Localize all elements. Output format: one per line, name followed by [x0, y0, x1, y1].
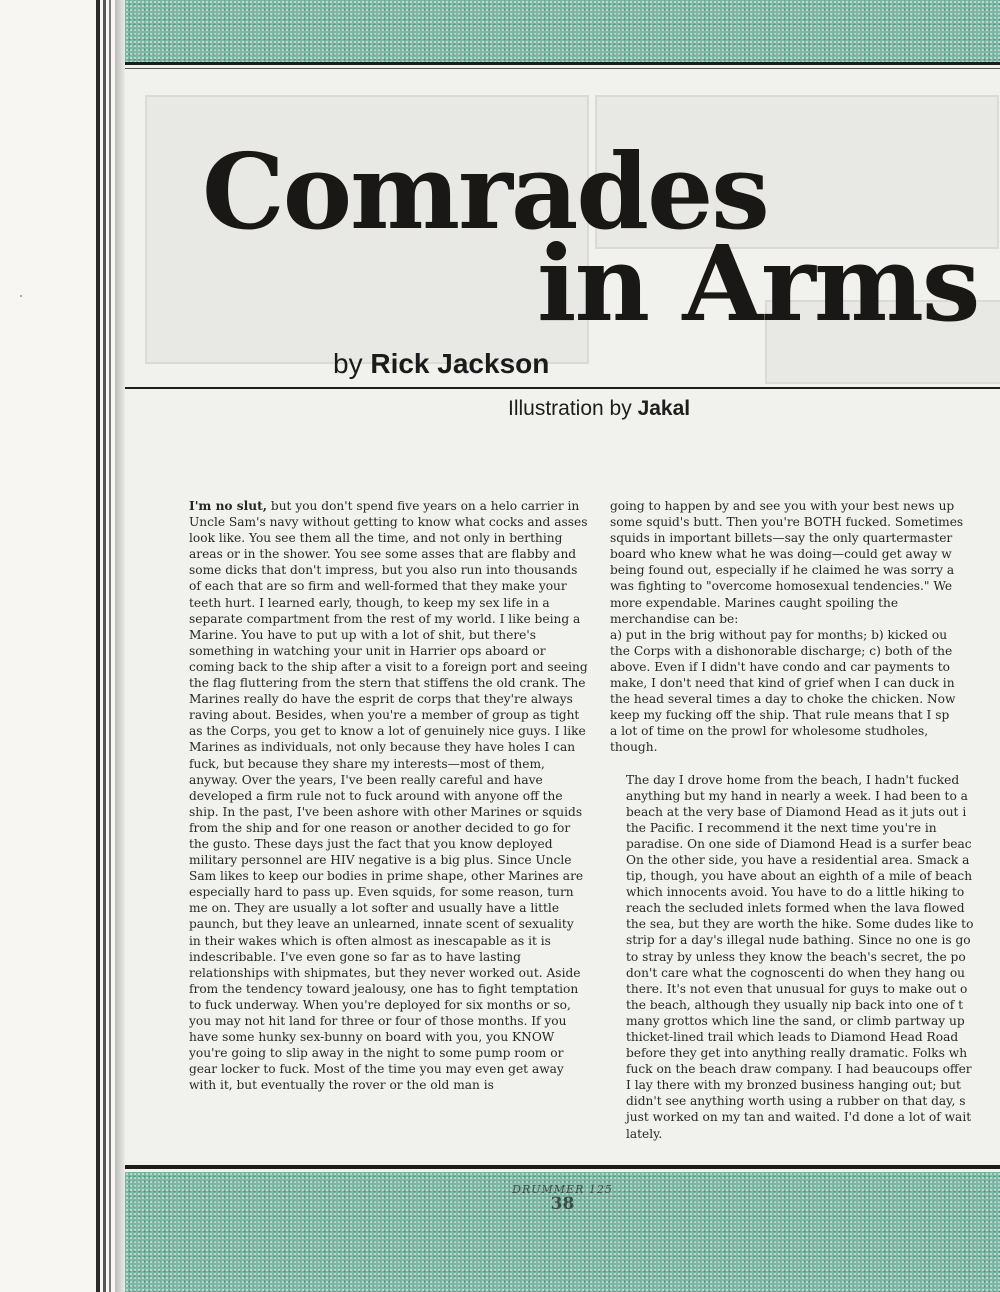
- article-paragraph: [610, 772, 1000, 1142]
- text-line: merchandise can be:: [610, 611, 739, 626]
- text-line: many grottos which line the sand, or climb partway up: [626, 1013, 965, 1028]
- text-line: a) put in the brig without pay for months; b) kicked ou: [610, 627, 948, 642]
- text-line: didn't see anything worth using a rubber on that day, s: [626, 1094, 966, 1109]
- article-paragraph: [610, 498, 1000, 756]
- text-line: being found out, especially if he claimed he was sorry a: [610, 563, 955, 578]
- headline-line-1: Comrades: [202, 130, 768, 253]
- text-line: tip, though, you have about an eighth of a mile of beach: [626, 869, 973, 884]
- bottom-rule: [125, 1165, 1000, 1169]
- page-edge-line: [109, 0, 111, 1292]
- text-line: above. Even if I didn't have condo and car payments to: [610, 659, 950, 674]
- text-line: thicket-lined trail which leads to Diamond Head Road: [626, 1030, 959, 1044]
- illustrator-name: Jakal: [637, 397, 691, 420]
- text-line: the Pacific. I recommend it the next time you're in: [626, 820, 937, 835]
- text-line: squids in important billets—say the only quartermaster: [610, 531, 953, 546]
- page-edge-shadow: [115, 0, 125, 1292]
- text-line: lately.: [626, 1126, 663, 1141]
- text-line: paradise. On one side of Diamond Head is a surfer beac: [626, 836, 972, 851]
- lead-in: I'm no slut,: [189, 499, 268, 513]
- page-number: 38: [550, 1194, 575, 1214]
- text-line: just worked on my tan and waited. I'd done a lot of wait: [626, 1110, 972, 1125]
- text-line: On the other side, you have a residential area. Smack a: [626, 852, 970, 867]
- text-line: I lay there with my bronzed business hanging out; but: [626, 1078, 961, 1093]
- illustration-credit: [508, 397, 690, 421]
- paragraph-text: but you don't spend five years on a helo carrier in Uncle Sam's navy without getting to know what cocks and asses look like. You see them all the time, and not only in berthing areas or in the shower. You see some asses that are flabby and some dicks that don't impress, but you also run into thousands of each that are so firm and well-formed that they make your teeth hurt. I learned early, though, to keep my sex life in a separate compartment from the rest of my world. I like being a Marine. You have to put up with a lot of shit, but there's something in watching your unit in Harrier ops aboard or coming back to the ship after a visit to a foreign port and seeing the flag fluttering from the stern that stiffens the old crank. The Marines really do have the esprit de corps that they're always raving about. Besides, when you're a member of group as tight as the Corps, you get to know a lot of genuinely nice guys. I like Marines as individuals, not only because they have holes I can fuck, but because they share my interests—most of them, anyway. Over the years, I've been really careful and have developed a firm rule not to fuck around with anyone off the ship. In the past, I've been ashore with other Marines or squids from the ship and for one reason or another decided to go for the gusto. These days just the fact that you know deployed military personnel are HIV negative is a big plus. Since Uncle Sam likes to keep our bodies in prime shape, other Marines are especially hard to pass up. Even squids, for some reason, turn me on. They are usually a lot softer and usually have a little paunch, but they leave an unlearned, innate scent of sexuality in their wakes which is often almost as inescapable as it is indescribable. I've even gone so far as to have lasting relationships with shipmates, but they never worked out. Aside from the tendency toward jealousy, one has to fight temptation to fuck underway. When you're deployed for six months or so, you may not hit land for three or four of those months. If you have some hunky sex-bunny on board with you, you KNOW you're going to slip away in the night to some pump room or gear locker to fuck. Most of the time you may even get away with it, but eventually the rover or the old man is: [189, 499, 588, 1093]
- text-line: The day I drove home from the beach, I hadn't fucked: [626, 772, 960, 787]
- headline-line-2: in Arms: [537, 222, 979, 345]
- page-edge-line: [96, 0, 100, 1292]
- text-line: anything but my hand in nearly a week. I had been to a: [626, 788, 968, 803]
- text-line: beach at the very base of Diamond Head as it juts out i: [626, 804, 967, 819]
- text-line: keep my fucking off the ship. That rule means that I sp: [610, 708, 950, 723]
- text-line: some squid's butt. Then you're BOTH fucked. Sometimes: [610, 515, 964, 530]
- text-line: the head several times a day to choke the chicken. Now: [610, 692, 956, 707]
- text-line: more expendable. Marines caught spoiling the: [610, 595, 899, 610]
- text-line: fuck on the beach draw company. I had beaucoups offer: [626, 1062, 972, 1077]
- illustration-prefix: Illustration by: [508, 397, 632, 420]
- article-paragraph: [173, 498, 588, 1093]
- book-gutter: [0, 0, 125, 1292]
- byline-rule: [125, 387, 1000, 389]
- top-rule-thin: [125, 68, 1000, 69]
- text-line: though.: [610, 740, 658, 755]
- text-line: before they get into anything really dramatic. Folks wh: [626, 1046, 968, 1061]
- article-column-left: [173, 498, 588, 1146]
- text-line: reach the secluded inlets formed when the lava flowed: [626, 901, 965, 916]
- text-line: the sea, but they are worth the hike. Some dudes like to: [626, 917, 974, 932]
- text-line: there. It's not even that unusual for guys to make out o: [626, 981, 968, 996]
- text-line: the Corps with a dishonorable discharge; c) both of the: [610, 643, 953, 658]
- magazine-page: [125, 0, 1000, 1292]
- text-line: board who knew what he was doing—could get away w: [610, 547, 952, 562]
- top-halftone-band: [125, 0, 1000, 62]
- text-line: make, I don't need that kind of grief when I can duck in: [610, 676, 955, 691]
- text-line: which innocents avoid. You have to do a little hiking to: [626, 885, 965, 900]
- author-name: Rick Jackson: [370, 348, 550, 379]
- page-edge-line: [103, 0, 106, 1292]
- text-line: don't care what the cognoscenti do when they hang ou: [626, 965, 966, 980]
- byline: [333, 348, 549, 380]
- text-line: the beach, although they usually nip back into one of t: [626, 997, 963, 1012]
- article-column-right: [610, 498, 1000, 1146]
- paper-speck: [20, 295, 22, 297]
- top-rule: [125, 62, 1000, 65]
- text-line: to stray by unless they know the beach's secret, the po: [626, 949, 966, 964]
- text-line: going to happen by and see you with your best news up: [610, 499, 955, 513]
- text-line: was fighting to "overcome homosexual tendencies." We: [610, 579, 953, 594]
- magazine-name: DRUMMER 125: [512, 1183, 613, 1196]
- byline-prefix: by: [333, 348, 363, 379]
- text-line: a lot of time on the prowl for wholesome studholes,: [610, 724, 929, 739]
- text-line: strip for a day's illegal nude bathing. Since no one is go: [626, 933, 971, 948]
